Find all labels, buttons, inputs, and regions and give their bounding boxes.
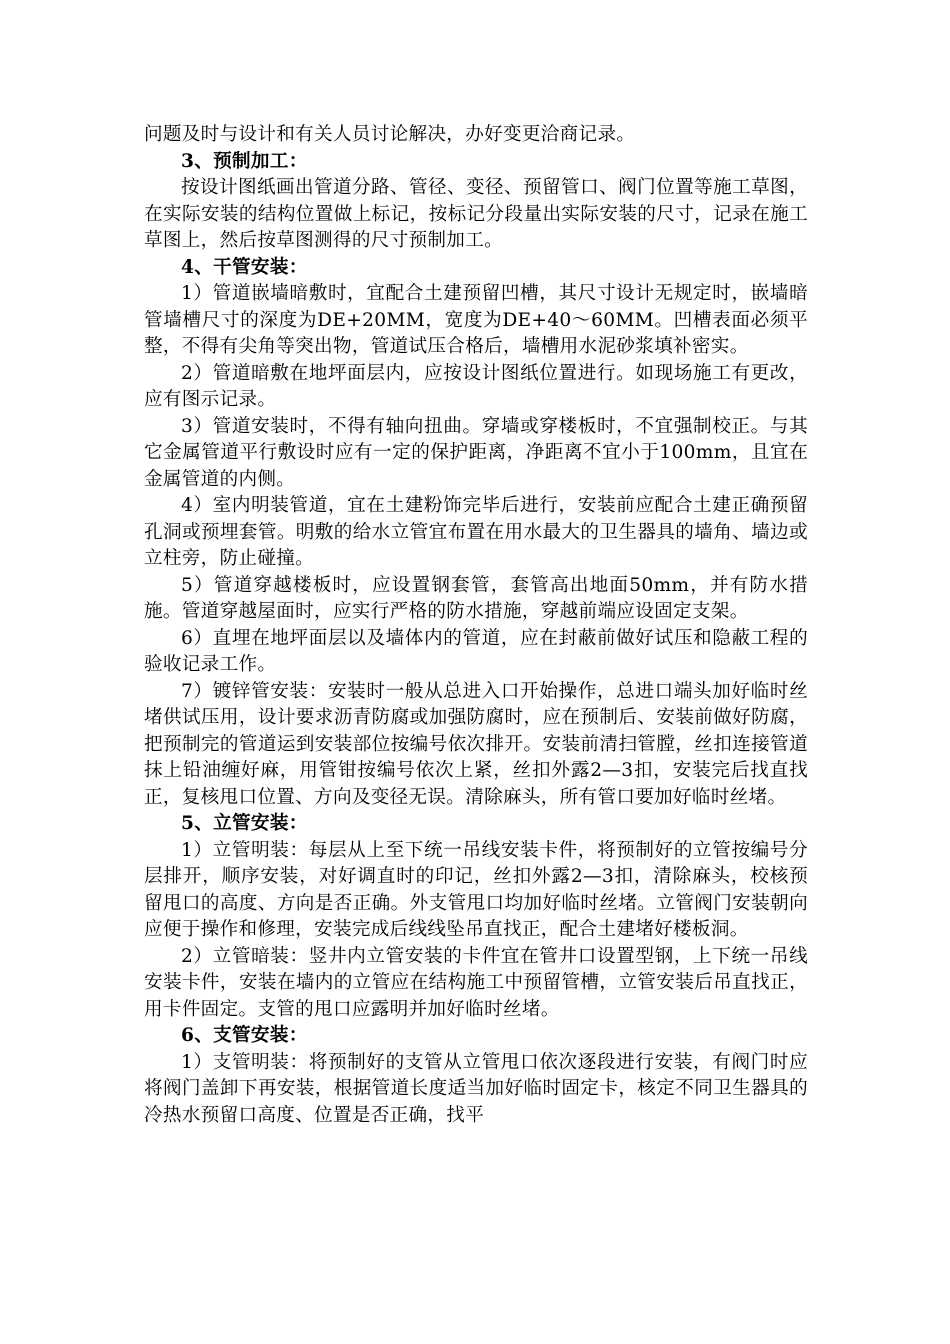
paragraph-prefabrication: 按设计图纸画出管道分路、管径、变径、预留管口、阀门位置等施工草图，在实际安装的结构位置做上标记，按标记分段量出实际安装的尺寸，记录在施工草图上，然后按草图测得的尺寸预制加工。 [144,177,808,251]
paragraph-intro: 问题及时与设计和有关人员讨论解决，办好变更洽商记录。 [144,124,636,145]
paragraph-main-pipe-3: 3）管道安装时，不得有轴向扭曲。穿墙或穿楼板时，不宜强制校正。与其它金属管道平行敷设时应有一定的保护距离，净距离不宜小于100mm，且宜在金属管道的内侧。 [144,415,808,490]
paragraph-main-pipe-7: 7）镀锌管安装：安装时一般从总进入口开始操作，总进口端头加好临时丝堵供试压用，设计要求沥青防腐或加强防腐时，应在预制后、安装前做好防腐，把预制完的管道运到安装部位按编号依次排开。安装前清扫管膛，丝扣连接管道抹上铅油缠好麻，用管钳按编号依次上紧，丝扣外露2—3扣，安装完后找直找正，复核甩口位置、方向及变径无误。清除麻头，所有管口要加好临时丝堵。 [144,680,808,808]
paragraph-main-pipe-2: 2）管道暗敷在地坪面层内，应按设计图纸位置进行。如现场施工有更改，应有图示记录。 [144,362,808,410]
heading-branch: 6、支管安装： [181,1025,308,1046]
paragraph-branch-1: 1）支管明装：将预制好的支管从立管甩口依次逐段进行安装，有阀门时应将阀门盖卸下再安装，根据管道长度适当加好临时固定卡，核定不同卫生器具的冷热水预留口高度、位置是否正确，找平 [144,1051,808,1126]
heading-main-pipe: 4、干管安装： [181,256,308,278]
paragraph-main-pipe-6: 6）直埋在地坪面层以及墙体内的管道，应在封蔽前做好试压和隐蔽工程的验收记录工作。 [144,627,808,675]
heading-riser: 5、立管安装： [181,813,308,834]
paragraph-riser-2: 2）立管暗装：竖井内立管安装的卡件宜在管井口设置型钢，上下统一吊线安装卡件，安装在墙内的立管应在结构施工中预留管槽，立管安装后吊直找正，用卡件固定。支管的甩口应露明并加好临时丝堵。 [144,945,808,1020]
paragraph-main-pipe-1: 1）管道嵌墙暗敷时，宜配合土建预留凹槽，其尺寸设计无规定时，嵌墙暗管墙槽尺寸的深度为DE+20MM，宽度为DE+40～60MM。凹槽表面必须平整，不得有尖角等突出物，管道试压合格后，墙槽用水泥砂浆填补密实。 [144,283,808,357]
document-body [144,122,808,1129]
paragraph-main-pipe-5: 5）管道穿越楼板时，应设置钢套管，套管高出地面50mm，并有防水措施。管道穿越屋面时，应实行严格的防水措施，穿越前端应设固定支架。 [144,574,808,622]
paragraph-riser-1: 1）立管明装：每层从上至下统一吊线安装卡件，将预制好的立管按编号分层排开，顺序安装，对好调直时的印记，丝扣外露2—3扣，清除麻头，校核预留甩口的高度、方向是否正确。外支管甩口均加好临时丝堵。立管阀门安装朝向应便于操作和修理，安装完成后线线坠吊直找正，配合土建堵好楼板洞。 [144,839,808,940]
paragraph-main-pipe-4: 4）室内明装管道，宜在土建粉饰完毕后进行，安装前应配合土建正确预留孔洞或预埋套管。明敷的给水立管宜布置在用水最大的卫生器具的墙角、墙边或立柱旁，防止碰撞。 [144,495,808,569]
heading-prefabrication: 3、预制加工： [181,150,308,172]
